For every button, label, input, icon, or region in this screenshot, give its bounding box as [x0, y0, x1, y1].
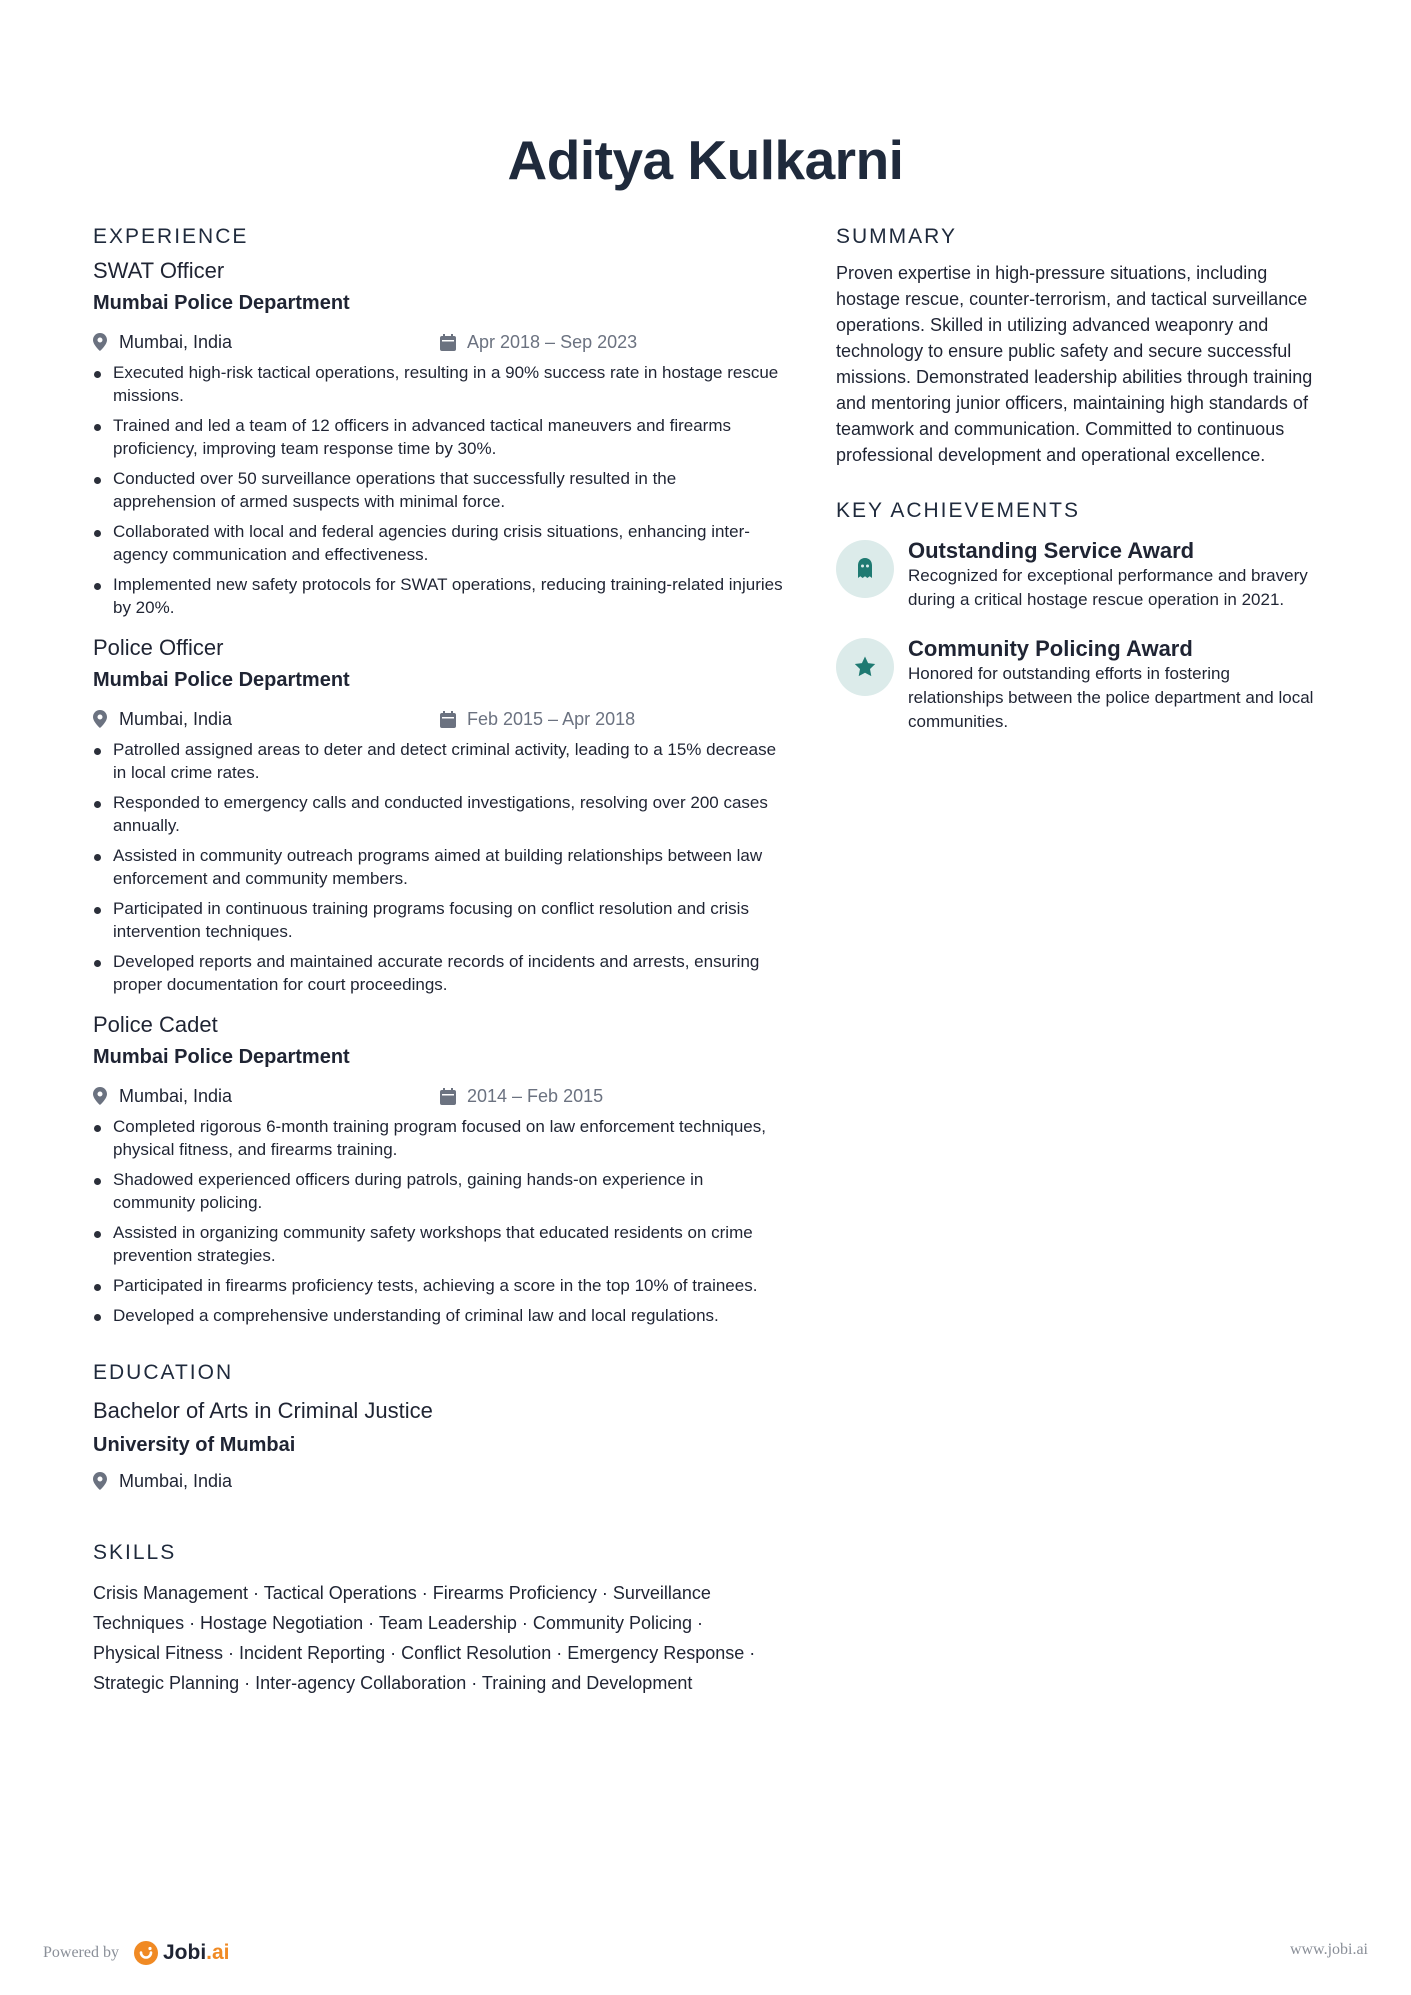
location-pin-icon: [93, 1087, 107, 1105]
skills-list: Crisis Management · Tactical Operations · Firearms Proficiency · Surveillance Techniques · Hostage Negotiation · Team Leadership · Community Policing · Physical Fitness · Incident Reporting · Conflict Resolution · Emergency Response · Strategic Planning · Inter-agency Collaboration · Training and Development: [93, 1583, 756, 1693]
job-location-text: Mumbai, India: [119, 1085, 233, 1106]
list-item: Assisted in organizing community safety workshops that educated residents on crime prevention strategies.: [93, 1221, 783, 1267]
brand-name: Jobi: [162, 1941, 207, 1964]
brand-suffix: .ai: [206, 1941, 230, 1964]
job-title: Police Officer: [93, 635, 224, 660]
star-icon: [836, 638, 894, 696]
education-meta: [93, 1466, 783, 1496]
candidate-name: Aditya Kulkarni: [507, 129, 904, 191]
summary-heading: SUMMARY: [836, 225, 957, 248]
summary-text: Proven expertise in high-pressure situations, including hostage rescue, counter-terrorism, and tactical surveillance operations. Skilled in utilizing advanced weaponry and technology to ensure public safety and secure successful missions. Demonstrated leadership abilities through training and mentoring junior officers, maintaining high standards of teamwork and communication. Committed to continuous professional development and operational excellence.: [836, 263, 1313, 465]
footer-url[interactable]: www.jobi.ai: [1289, 1941, 1368, 1958]
list-item: Conducted over 50 surveillance operations that successfully resulted in the apprehension of armed suspects with minimal force.: [93, 467, 783, 513]
list-item: Participated in continuous training programs focusing on conflict resolution and crisis intervention techniques.: [93, 897, 783, 943]
job-title: Police Cadet: [93, 1012, 218, 1037]
job-location: [93, 332, 440, 353]
achievement-item: [836, 538, 1326, 612]
education-location-text: Mumbai, India: [119, 1470, 233, 1491]
list-item: Patrolled assigned areas to deter and detect criminal activity, leading to a 15% decrease in local crime rates.: [93, 738, 783, 784]
job-bullets: [93, 738, 783, 996]
education-heading: EDUCATION: [93, 1361, 234, 1384]
education-location: [93, 1471, 440, 1492]
job-dates-text: Feb 2015 – Apr 2018: [467, 708, 636, 729]
powered-by-text: Powered by: [43, 1944, 119, 1961]
achievement-description: Recognized for exceptional performance and bravery during a critical hostage rescue operation in 2021.: [908, 566, 1308, 609]
location-pin-icon: [93, 1472, 107, 1490]
list-item: Participated in firearms proficiency tests, achieving a score in the top 10% of trainees.: [93, 1274, 783, 1297]
experience-item: [93, 256, 783, 619]
calendar-icon: [440, 1088, 456, 1105]
job-dates: [440, 1086, 603, 1107]
job-dates-text: Apr 2018 – Sep 2023: [467, 331, 638, 352]
ghost-icon: [836, 540, 894, 598]
jobi-logo-icon: [133, 1940, 159, 1966]
job-dates: [440, 332, 637, 353]
right-column: [836, 224, 1326, 734]
job-meta: [93, 704, 783, 734]
job-location-text: Mumbai, India: [119, 331, 233, 352]
experience-heading: EXPERIENCE: [93, 225, 249, 248]
job-location: [93, 709, 440, 730]
achievement-title: Community Policing Award: [908, 636, 1193, 661]
job-location-text: Mumbai, India: [119, 708, 233, 729]
list-item: Collaborated with local and federal agencies during crisis situations, enhancing inter-agency communication and effectiveness.: [93, 520, 783, 566]
job-meta: [93, 1081, 783, 1111]
list-item: Trained and led a team of 12 officers in advanced tactical maneuvers and firearms proficiency, improving team response time by 30%.: [93, 414, 783, 460]
achievement-body: [908, 636, 1326, 734]
job-company: Mumbai Police Department: [93, 669, 350, 691]
job-bullets: [93, 1115, 783, 1327]
calendar-icon: [440, 334, 456, 351]
powered-by: [43, 1940, 230, 1966]
job-company: Mumbai Police Department: [93, 292, 350, 314]
experience-item: [93, 1010, 783, 1327]
achievement-body: [908, 538, 1326, 612]
skills-heading: SKILLS: [93, 1541, 177, 1564]
achievement-title: Outstanding Service Award: [908, 538, 1195, 563]
list-item: Assisted in community outreach programs aimed at building relationships between law enforcement and community members.: [93, 844, 783, 890]
location-pin-icon: [93, 710, 107, 728]
education-school: University of Mumbai: [93, 1434, 296, 1456]
job-title: SWAT Officer: [93, 258, 225, 283]
calendar-icon: [440, 711, 456, 728]
job-meta: [93, 327, 783, 357]
location-pin-icon: [93, 333, 107, 351]
job-location: [93, 1086, 440, 1107]
job-company: Mumbai Police Department: [93, 1046, 350, 1068]
achievement-item: [836, 636, 1326, 734]
left-column: [93, 224, 783, 1698]
list-item: Executed high-risk tactical operations, resulting in a 90% success rate in hostage rescue missions.: [93, 361, 783, 407]
achievements-heading: KEY ACHIEVEMENTS: [836, 499, 1081, 522]
job-dates-text: 2014 – Feb 2015: [467, 1085, 604, 1106]
list-item: Completed rigorous 6-month training program focused on law enforcement techniques, physical fitness, and firearms training.: [93, 1115, 783, 1161]
list-item: Implemented new safety protocols for SWAT operations, reducing training-related injuries by 20%.: [93, 573, 783, 619]
experience-item: [93, 633, 783, 996]
achievement-description: Honored for outstanding efforts in fostering relationships between the police department and local communities.: [908, 664, 1314, 731]
job-dates: [440, 709, 635, 730]
jobi-logo[interactable]: [133, 1940, 230, 1966]
list-item: Developed reports and maintained accurate records of incidents and arrests, ensuring proper documentation for court proceedings.: [93, 950, 783, 996]
list-item: Developed a comprehensive understanding of criminal law and local regulations.: [93, 1304, 783, 1327]
list-item: Responded to emergency calls and conducted investigations, resolving over 200 cases annually.: [93, 791, 783, 837]
list-item: Shadowed experienced officers during patrols, gaining hands-on experience in community policing.: [93, 1168, 783, 1214]
education-degree: Bachelor of Arts in Criminal Justice: [93, 1398, 433, 1423]
job-bullets: [93, 361, 783, 619]
